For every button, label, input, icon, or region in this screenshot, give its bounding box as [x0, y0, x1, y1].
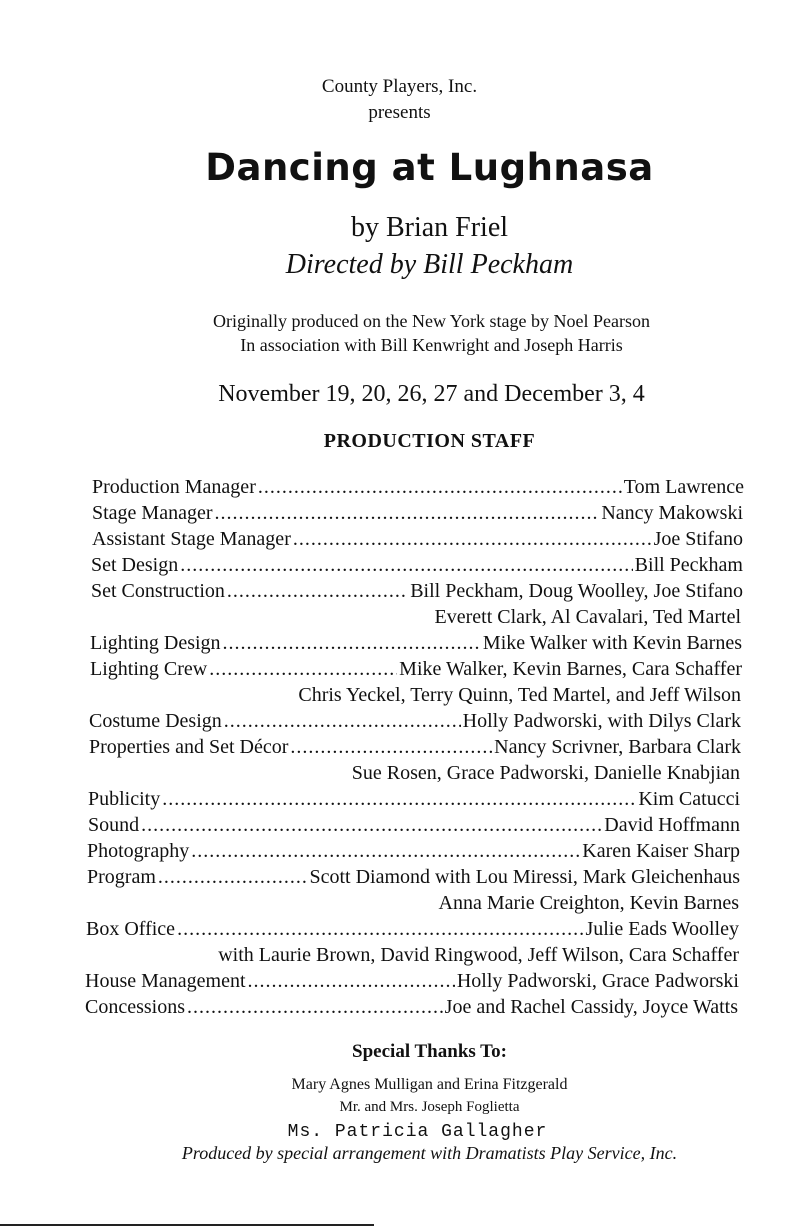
staff-name-continued: with Laurie Brown, David Ringwood, Jeff Wilson, Cara Schaffer: [218, 944, 739, 966]
staff-row: [92, 474, 744, 500]
staff-row: [85, 994, 738, 1020]
credits-line-2: In association with Bill Kenwright and Joseph Harris: [240, 335, 623, 355]
thanks-line-3: Ms. Patricia Gallagher: [287, 1122, 548, 1142]
play-director: Directed by Bill Peckham: [285, 249, 574, 280]
staff-role: House Management: [85, 970, 246, 992]
staff-role: Box Office: [86, 918, 176, 940]
staff-name: Bill Peckham, Doug Woolley, Joe Stifano: [410, 580, 743, 602]
performance-dates: November 19, 20, 26, 27 and December 3, 4: [218, 381, 645, 407]
staff-row: [91, 552, 743, 578]
staff-name: Mike Walker, Kevin Barnes, Cara Schaffer: [399, 658, 742, 680]
staff-row: [90, 630, 742, 656]
staff-name: Mike Walker with Kevin Barnes: [482, 632, 742, 654]
header-company: County Players, Inc.: [321, 76, 478, 97]
staff-name: Karen Kaiser Sharp: [582, 840, 740, 862]
bottom-divider: [0, 1224, 374, 1226]
staff-name-continued: Chris Yeckel, Terry Quinn, Ted Martel, and Jeff Wilson: [298, 684, 741, 706]
staff-role: Sound: [88, 814, 140, 836]
rights-notice: Produced by special arrangement with Dramatists Play Service, Inc.: [181, 1143, 678, 1163]
credits-line-1: Originally produced on the New York stage by Noel Pearson: [213, 311, 650, 331]
thanks-line-1: Mary Agnes Mulligan and Erina Fitzgerald: [291, 1076, 568, 1093]
staff-name: Nancy Makowski: [601, 502, 743, 524]
staff-row: [88, 786, 740, 812]
staff-role: Properties and Set Décor: [89, 736, 289, 758]
staff-heading: PRODUCTION STAFF: [323, 430, 536, 452]
staff-role: Set Design: [91, 554, 179, 576]
staff-role: Concessions: [85, 996, 185, 1018]
staff-role: Stage Manager: [92, 502, 213, 524]
staff-name: Joe and Rachel Cassidy, Joyce Watts: [444, 996, 738, 1018]
staff-name-continued: Sue Rosen, Grace Padworski, Danielle Knabjian: [351, 762, 740, 784]
thanks-line-2: Mr. and Mrs. Joseph Foglietta: [339, 1099, 520, 1115]
staff-role: Photography: [87, 840, 190, 862]
staff-role: Production Manager: [92, 476, 256, 498]
staff-row: [92, 500, 743, 526]
thanks-heading: Special Thanks To:: [352, 1041, 507, 1062]
staff-name: Julie Eads Woolley: [585, 918, 739, 940]
staff-name: Nancy Scrivner, Barbara Clark: [494, 736, 741, 758]
staff-role: Set Construction: [91, 580, 225, 602]
staff-name: Scott Diamond with Lou Miressi, Mark Gleichenhaus: [309, 866, 740, 888]
staff-row: [85, 968, 739, 994]
staff-name: Tom Lawrence: [623, 476, 744, 498]
staff-row: [89, 708, 741, 734]
staff-row: [88, 812, 740, 838]
play-author: by Brian Friel: [350, 212, 509, 243]
staff-role: Lighting Crew: [90, 658, 208, 680]
staff-name-continued: Anna Marie Creighton, Kevin Barnes: [438, 892, 739, 914]
staff-role: Lighting Design: [90, 632, 221, 654]
staff-row: [89, 734, 741, 760]
staff-role: Program: [87, 866, 156, 888]
staff-row: [92, 526, 743, 552]
staff-name: Bill Peckham: [634, 554, 743, 576]
staff-row: [87, 838, 740, 864]
staff-name: Holly Padworski, Grace Padworski: [456, 970, 739, 992]
play-title: Dancing at Lughnasa: [205, 146, 654, 189]
staff-row: [91, 578, 743, 604]
staff-row: [90, 656, 742, 682]
staff-row: [87, 864, 740, 890]
staff-role: Costume Design: [89, 710, 222, 732]
staff-name-continued: Everett Clark, Al Cavalari, Ted Martel: [434, 606, 741, 628]
staff-name: Holly Padworski, with Dilys Clark: [462, 710, 741, 732]
staff-name: Kim Catucci: [638, 788, 740, 810]
staff-row: [86, 916, 739, 942]
staff-role: Assistant Stage Manager: [92, 528, 291, 550]
header-presents: presents: [368, 102, 431, 123]
staff-name: Joe Stifano: [653, 528, 743, 550]
staff-name: David Hoffmann: [604, 814, 740, 836]
staff-role: Publicity: [88, 788, 161, 810]
